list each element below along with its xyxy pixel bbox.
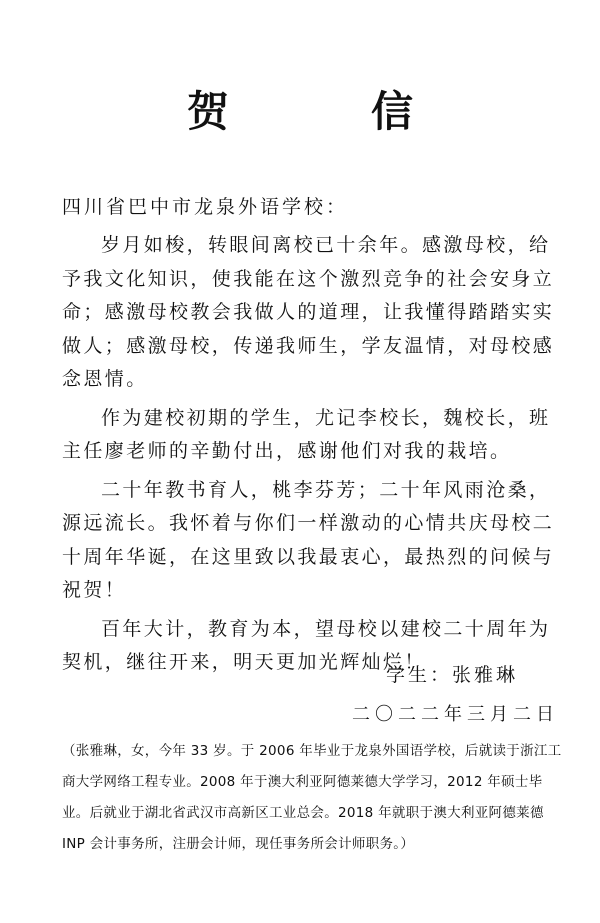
letter-paragraph: 作为建校初期的学生，尤记李校长，魏校长，班主任廖老师的辛勤付出，感谢他们对我的栽培。 — [62, 406, 551, 462]
letter-paragraph: 二十年教书育人，桃李芬芳；二十年风雨沧桑，源远流长。我怀着与你们一样激动的心情共庆母校二十周年华诞，在这里致以我最衷心，最热烈的问候与祝贺！ — [62, 478, 555, 601]
author-note: （张雅琳，女，今年 33 岁。于 2006 年毕业于龙泉外国语学校，后就读于浙江工商大学网络工程专业。2008 年于澳大利亚阿德莱德大学学习，2012 年硕士毕业。后就业于湖北省武汉市高新区工业总会。2018 年就职于澳大利亚阿德莱德 INP 会计事务所，注册会计师，现任事务所会计师职务。） — [62, 743, 562, 852]
letter-date: 二〇二二年三月二日 — [352, 704, 559, 725]
letter-title: 贺 信 — [186, 87, 463, 136]
letter-paragraph: 百年大计，教育为本，望母校以建校二十周年为契机，继往开来，明天更加光辉灿烂！ — [62, 617, 551, 673]
letter-signer: 学生：张雅琳 — [386, 664, 519, 686]
letter-paragraph: 岁月如梭，转眼间离校已十余年。感激母校，给予我文化知识，使我能在这个激烈竞争的社会安身立命；感激母校教会我做人的道理，让我懂得踏踏实实做人；感激母校，传递我师生，学友温情，对母校感念恩情。 — [62, 234, 555, 390]
letter-body — [62, 229, 562, 685]
letter-greeting: 四川省巴中市龙泉外语学校： — [62, 196, 349, 218]
